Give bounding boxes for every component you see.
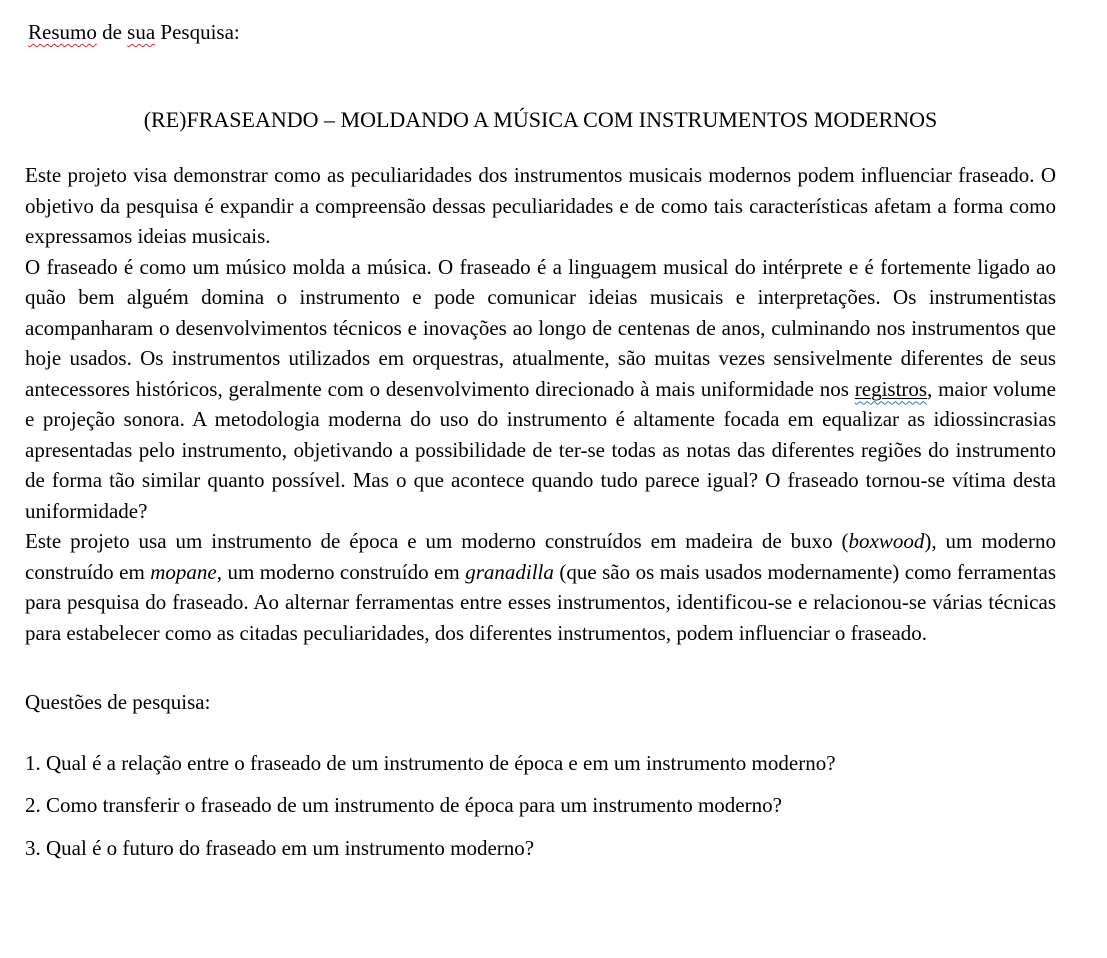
paragraph-instruments-text: Este projeto usa um instrumento de época e um moderno construídos em madeira de buxo ( — [25, 529, 849, 553]
paragraph-project-goal: Este projeto visa demonstrar como as peculiaridades dos instrumentos musicais modernos podem influenciar fraseado. O objetivo da pesquisa é expandir a compreensão dessas peculiaridades e de como tais características afetam a forma como expressamos ideias musicais. — [25, 163, 1056, 248]
paragraph-instruments — [25, 526, 1056, 648]
spellcheck-word-sua: sua — [127, 20, 156, 44]
summary-label-text: de — [96, 20, 128, 44]
research-question-1: 1. Qual é a relação entre o fraseado de um instrumento de época e em um instrumento moderno? — [25, 750, 836, 775]
research-questions-label: Questões de pesquisa: — [25, 690, 211, 714]
summary-label — [28, 17, 1056, 47]
paragraph-phrasing-text: , maior volume e projeção sonora. A metodologia moderna do uso do instrumento é altamente focada em equalizar as idiossincrasias apresentadas pelo instrumento, objetivando a possibilidade de ter-se todas as notas das diferentes regiões do instrumento de forma tão similar quanto possível. Mas o que acontece quando tudo parece igual? O fraseado tornou-se vítima desta uniformidade? — [25, 376, 1056, 523]
grammar-checked-term — [855, 377, 927, 401]
paragraph-instruments-text: (que são os mais usados modernamente) como ferramentas para pesquisa do fraseado. Ao alternar ferramentas entre esses instrumentos, identificou-se e relacionou-se várias técnicas para estabelecer como as citadas peculiaridades, dos diferentes instrumentos, podem influenciar o fraseado. — [25, 559, 1057, 645]
italic-term-granadilla: granadilla — [465, 559, 554, 584]
paragraph-phrasing-text: O fraseado é como um músico molda a música. O fraseado é a linguagem musical do intérprete e é fortemente ligado ao quão bem alguém domina o instrumento e pode comunicar ideias musicais e interpretações. Os instrumentistas acompanharam o desenvolvimentos técnicos e inovações ao longo de centenas de anos, culminando nos instrumentos que hoje usados. Os instrumentos utilizados em orquestras, atualmente, são muitas vezes sensivelmente diferentes de seus antecessores históricos, geralmente com o desenvolvimento direcionado à mais uniformidade nos — [25, 254, 1056, 401]
italic-term-boxwood: boxwood — [848, 529, 925, 553]
underlined-term-registros: registros — [854, 376, 928, 401]
research-question-3: 3. Qual é o futuro do fraseado em um instrumento moderno? — [25, 835, 535, 860]
italic-term-mopane: mopane, — [150, 559, 223, 584]
paragraph-phrasing — [25, 252, 1056, 527]
paragraph-instruments-text: ), um moderno construído em — [25, 529, 1056, 584]
summary-label-text: Pesquisa: — [155, 20, 240, 44]
paragraph-instruments-text: um moderno construído em — [222, 559, 466, 584]
spellcheck-word-resumo: Resumo — [28, 20, 97, 44]
page-title: (RE)FRASEANDO – MOLDANDO A MÚSICA COM INSTRUMENTOS MODERNOS — [143, 107, 938, 132]
research-question-2: 2. Como transferir o fraseado de um instrumento de época para um instrumento moderno? — [25, 793, 782, 817]
